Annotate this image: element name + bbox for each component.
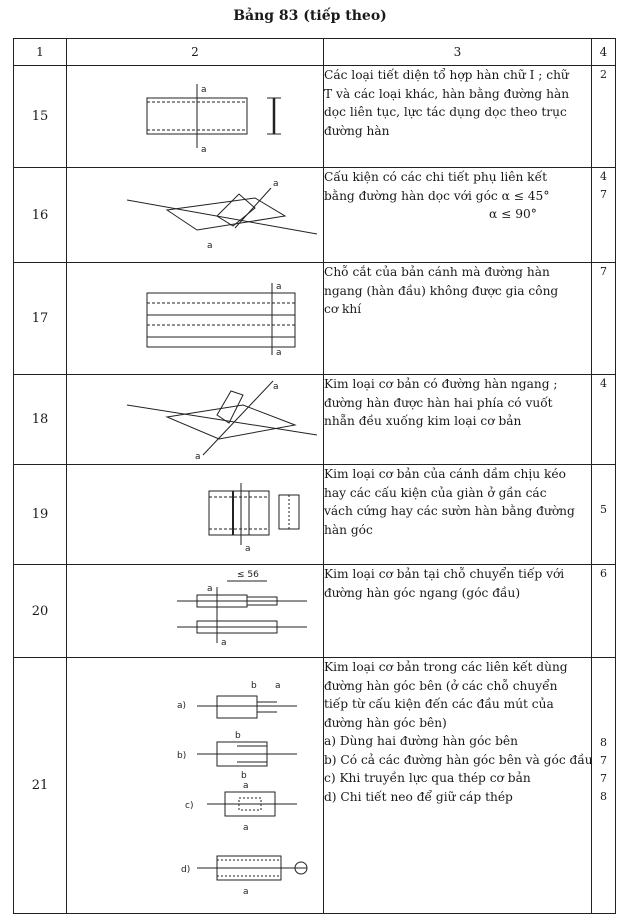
transverse-fillet-sketch bbox=[67, 565, 324, 658]
grade-cell: 4 7 bbox=[592, 168, 616, 263]
svg-text:a: a bbox=[201, 145, 207, 155]
row-number: 18 bbox=[14, 375, 67, 465]
description: Kim loại cơ bản tại chỗ chuyển tiếp với đường hàn góc ngang (góc đầu) bbox=[324, 565, 592, 658]
svg-text:a: a bbox=[245, 544, 251, 554]
row-number: 20 bbox=[14, 565, 67, 658]
svg-text:a: a bbox=[201, 85, 207, 95]
table-row bbox=[14, 168, 616, 263]
svg-text:a: a bbox=[276, 348, 282, 358]
sketch-cell bbox=[67, 375, 324, 465]
svg-text:a: a bbox=[221, 638, 227, 648]
svg-text:a: a bbox=[273, 382, 279, 392]
flange-cut-sketch bbox=[67, 263, 324, 375]
svg-text:a: a bbox=[195, 452, 201, 462]
description: Kim loại cơ bản trong các liên kết dùng đường hàn góc bên (ở các chỗ chuyển tiếp từ cấu kiện đến các đầu mút của đường hàn góc bên) a) Dùng hai đường hàn góc bên b) Có cả các đường hàn góc bên và góc đầu c) Khi truyền lực qua thép cơ bản d) Chi tiết neo để giữ cáp thép bbox=[324, 658, 592, 914]
grade-cell: 6 bbox=[592, 565, 616, 658]
svg-text:c): c) bbox=[185, 801, 194, 811]
svg-text:a: a bbox=[243, 823, 249, 833]
svg-text:b: b bbox=[251, 681, 257, 691]
header-col2: 2 bbox=[67, 39, 324, 66]
sketch-cell bbox=[67, 66, 324, 168]
svg-text:a: a bbox=[276, 282, 282, 292]
i-section-weld-sketch bbox=[67, 66, 324, 168]
svg-text:b: b bbox=[235, 731, 241, 741]
description: Các loại tiết diện tổ hợp hàn chữ I ; chữ T và các loại khác, hàn bằng đường hàn dọc liên tục, lực tác dụng dọc theo trục đường hàn bbox=[324, 66, 592, 168]
sketch-cell bbox=[67, 658, 324, 914]
header-col3: 3 bbox=[324, 39, 592, 66]
table-row bbox=[14, 465, 616, 565]
table-row bbox=[14, 66, 616, 168]
sketch-cell bbox=[67, 565, 324, 658]
gusset-weld-sketch bbox=[67, 168, 324, 263]
grade-cell: 7 bbox=[592, 263, 616, 375]
row-number: 17 bbox=[14, 263, 67, 375]
header-col1: 1 bbox=[14, 39, 67, 66]
description: Cấu kiện có các chi tiết phụ liên kết bằng đường hàn dọc với góc α ≤ 45° α ≤ 90° bbox=[324, 168, 592, 263]
svg-text:a): a) bbox=[177, 701, 187, 711]
svg-text:a: a bbox=[207, 584, 213, 594]
page-title: Bảng 83 (tiếp theo) bbox=[233, 8, 387, 24]
sketch-cell bbox=[67, 168, 324, 263]
row-number: 21 bbox=[14, 658, 67, 914]
table-row bbox=[14, 375, 616, 465]
sketch-cell bbox=[67, 263, 324, 375]
header-col4: 4 bbox=[592, 39, 616, 66]
svg-text:b: b bbox=[241, 771, 247, 781]
row-number: 19 bbox=[14, 465, 67, 565]
svg-text:≤ 56: ≤ 56 bbox=[237, 570, 259, 580]
svg-text:a: a bbox=[243, 781, 249, 791]
table-row bbox=[14, 658, 616, 914]
sketch-cell bbox=[67, 465, 324, 565]
grade-cell: 2 bbox=[592, 66, 616, 168]
stiffener-weld-sketch bbox=[67, 465, 324, 565]
row-number: 16 bbox=[14, 168, 67, 263]
description: Chỗ cắt của bản cánh mà đường hàn ngang (hàn đầu) không được gia công cơ khí bbox=[324, 263, 592, 375]
table-row bbox=[14, 565, 616, 658]
table-header-row bbox=[14, 39, 616, 66]
grade-cell: 4 bbox=[592, 375, 616, 465]
grade-cell: 8 7 7 8 bbox=[592, 658, 616, 914]
table-row bbox=[14, 263, 616, 375]
svg-text:a: a bbox=[273, 179, 279, 189]
butt-weld-sketch bbox=[67, 375, 324, 465]
weld-fatigue-table bbox=[13, 38, 616, 914]
svg-text:a: a bbox=[207, 241, 213, 251]
grade-cell: 5 bbox=[592, 465, 616, 565]
svg-text:b): b) bbox=[177, 751, 187, 761]
svg-text:a: a bbox=[243, 887, 249, 897]
description: Kim loại cơ bản của cánh dầm chịu kéo hay các cấu kiện của giàn ở gần các vách cứng hay các sườn hàn bằng đường hàn góc bbox=[324, 465, 592, 565]
svg-text:a: a bbox=[275, 681, 281, 691]
row-number: 15 bbox=[14, 66, 67, 168]
side-fillet-sketch bbox=[67, 658, 324, 914]
svg-text:d): d) bbox=[181, 865, 191, 875]
description: Kim loại cơ bản có đường hàn ngang ; đường hàn được hàn hai phía có vuốt nhẵn đều xuống kim loại cơ bản bbox=[324, 375, 592, 465]
